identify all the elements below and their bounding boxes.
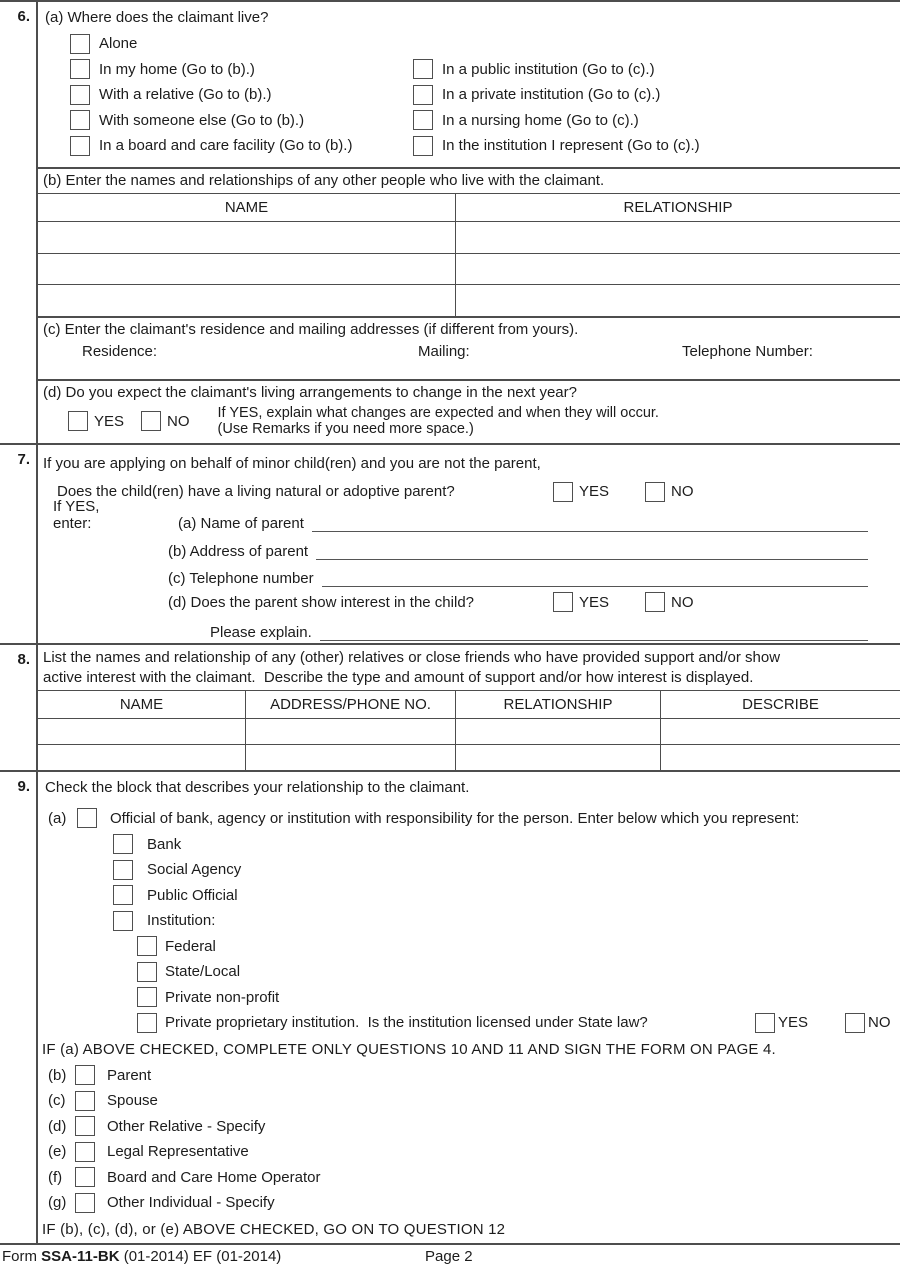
question-6a — [38, 2, 900, 167]
option-private-proprietary — [38, 1010, 900, 1036]
option-prefix: (b) — [48, 1066, 67, 1084]
name-cell[interactable] — [38, 745, 245, 770]
option-prefix: (e) — [48, 1143, 67, 1161]
column-header-relationship: RELATIONSHIP — [455, 691, 660, 718]
option-9a-official — [38, 805, 900, 832]
relationship-cell[interactable] — [455, 222, 900, 253]
option-legal-representative — [38, 1139, 900, 1165]
option-label: In a public institution (Go to (c).) — [442, 60, 655, 78]
option-label: Institution: — [147, 912, 216, 930]
option-prefix: (d) — [48, 1117, 67, 1135]
option-label: In a nursing home (Go to (c).) — [442, 111, 639, 129]
checkbox-private-nonprofit[interactable] — [137, 987, 157, 1007]
option-label: Parent — [107, 1066, 152, 1084]
address-phone-cell[interactable] — [245, 719, 455, 744]
option-other-individual — [38, 1190, 900, 1216]
option-label: Official of bank, agency or institution with responsibility for the person. Enter below which you represent: — [110, 809, 800, 827]
name-cell[interactable] — [38, 254, 455, 285]
checkbox-with-relative[interactable] — [70, 85, 90, 105]
relationship-cell[interactable] — [455, 285, 900, 316]
intro-line-1: List the names and relationship of any (other) relatives or close friends who have provided support and/or show — [43, 648, 781, 666]
table-row — [38, 253, 900, 285]
explain-field[interactable] — [320, 638, 868, 641]
checkbox-spouse[interactable] — [75, 1091, 95, 1111]
checkbox-public-official[interactable] — [113, 885, 133, 905]
question-6c — [38, 316, 900, 379]
checkbox-alone[interactable] — [70, 34, 90, 54]
option-prefix: (a) — [48, 809, 67, 827]
no-option — [645, 592, 694, 612]
checkbox-public-institution[interactable] — [413, 59, 433, 79]
yes-option — [553, 592, 609, 612]
option-label: Alone — [99, 35, 138, 53]
option-label: In a private institution (Go to (c).) — [442, 86, 661, 104]
option-label: Federal — [165, 937, 216, 955]
yes-option — [553, 482, 609, 502]
option-public-official — [38, 883, 900, 909]
explain-label: Please explain. — [210, 623, 312, 641]
no-label: NO — [167, 412, 190, 430]
checkbox-in-my-home[interactable] — [70, 59, 90, 79]
question-9-intro: Check the block that describes your relationship to the claimant. — [45, 778, 470, 796]
checkbox-7-yes[interactable] — [553, 482, 573, 502]
parent-interest-label: (d) Does the parent show interest in the child? — [168, 593, 474, 611]
option-other-relative — [38, 1114, 900, 1140]
name-cell[interactable] — [38, 285, 455, 316]
checkbox-with-someone-else[interactable] — [70, 110, 90, 130]
no-option — [845, 1013, 891, 1033]
question-9 — [0, 770, 900, 1243]
checkbox-institution-represent[interactable] — [413, 136, 433, 156]
option-institution — [38, 908, 900, 934]
relationship-cell[interactable] — [455, 254, 900, 285]
parent-address-row — [38, 534, 900, 562]
note-line-2: (Use Remarks if you need more space.) — [217, 421, 474, 437]
checkbox-7-no[interactable] — [645, 482, 665, 502]
question-8-number: 8. — [0, 645, 38, 770]
option-public-institution — [413, 57, 900, 83]
question-8 — [0, 643, 900, 770]
option-board-care-facility — [70, 133, 413, 159]
question-6b-title: (b) Enter the names and relationships of any other people who live with the claimant. — [43, 172, 605, 189]
checkbox-other-relative[interactable] — [75, 1116, 95, 1136]
6d-note — [218, 405, 659, 438]
checkbox-6d-no[interactable] — [141, 411, 161, 431]
yes-label: YES — [94, 412, 125, 430]
option-alone — [70, 31, 413, 57]
residence-label: Residence: — [82, 342, 158, 360]
table-row — [38, 718, 900, 744]
checkbox-parent[interactable] — [75, 1065, 95, 1085]
checkbox-6d-yes[interactable] — [68, 411, 88, 431]
form-number: SSA-11-BK — [41, 1247, 120, 1265]
describe-cell[interactable] — [660, 719, 900, 744]
option-label: In a board and care facility (Go to (b).) — [99, 137, 353, 155]
column-header-name: NAME — [119, 695, 164, 713]
option-label: Private non-profit — [165, 988, 280, 1006]
checkbox-bank[interactable] — [113, 834, 133, 854]
table-row — [38, 744, 900, 770]
checkbox-private-institution[interactable] — [413, 85, 433, 105]
no-label: NO — [671, 593, 694, 611]
option-prefix: (f) — [48, 1168, 63, 1186]
checkbox-social-agency[interactable] — [113, 860, 133, 880]
intro-line-2: active interest with the claimant. Describe the type and amount of support and/or how interest is displayed. — [43, 668, 754, 686]
checkbox-private-proprietary[interactable] — [137, 1013, 157, 1033]
question-8-intro — [38, 645, 900, 690]
checkbox-legal-representative[interactable] — [75, 1142, 95, 1162]
form-identifier — [2, 1248, 281, 1265]
checkbox-7d-no[interactable] — [645, 592, 665, 612]
checkbox-board-care-operator[interactable] — [75, 1167, 95, 1187]
option-board-care-operator — [38, 1165, 900, 1191]
question-7-intro: If you are applying on behalf of minor child(ren) and you are not the parent, — [43, 454, 541, 472]
option-social-agency — [38, 857, 900, 883]
name-cell[interactable] — [38, 719, 245, 744]
form-suffix: (01-2014) EF (01-2014) — [119, 1247, 282, 1265]
checkbox-state-local[interactable] — [137, 962, 157, 982]
option-label: Other Individual - Specify — [107, 1194, 275, 1212]
option-label: With someone else (Go to (b).) — [99, 111, 305, 129]
household-table — [38, 193, 900, 316]
option-parent — [38, 1063, 900, 1089]
checkbox-9a-official[interactable] — [77, 808, 97, 828]
question-6-number: 6. — [0, 2, 38, 443]
parent-phone-label: (c) Telephone number — [168, 570, 314, 587]
question-7 — [0, 443, 900, 643]
yes-option — [755, 1013, 808, 1033]
telephone-label: Telephone Number: — [682, 342, 813, 360]
parent-address-label: (b) Address of parent — [168, 542, 309, 560]
column-header-address-phone: ADDRESS/PHONE NO. — [245, 691, 455, 718]
page-number: Page 2 — [425, 1247, 473, 1265]
yes-label: YES — [579, 593, 610, 611]
yes-label: YES — [778, 1014, 809, 1032]
supporters-table — [38, 690, 900, 770]
no-option — [645, 482, 694, 502]
address-phone-cell[interactable] — [245, 745, 455, 770]
option-in-my-home — [70, 57, 413, 83]
option-federal — [38, 934, 900, 960]
yes-label: YES — [579, 483, 610, 500]
question-7-parent-question — [38, 477, 900, 507]
checkbox-7d-yes[interactable] — [553, 592, 573, 612]
checkbox-institution[interactable] — [113, 911, 133, 931]
table-header-row — [38, 193, 900, 221]
no-label: NO — [868, 1014, 891, 1032]
option-private-institution — [413, 82, 900, 108]
option-label: Public Official — [147, 886, 238, 904]
option-label: Spouse — [107, 1092, 158, 1110]
parent-address-field[interactable] — [316, 557, 868, 560]
question-6 — [0, 2, 900, 443]
column-header-name: NAME — [224, 199, 269, 216]
checkbox-federal[interactable] — [137, 936, 157, 956]
question-9-number: 9. — [0, 772, 38, 1243]
column-header-relationship: RELATIONSHIP — [455, 194, 900, 221]
question-text: Does the child(ren) have a living natural or adoptive parent? — [57, 483, 455, 500]
option-with-relative — [70, 82, 413, 108]
if-yes-label: If YES, enter: — [53, 498, 100, 532]
checkbox-nursing-home[interactable] — [413, 110, 433, 130]
option-with-someone-else — [70, 108, 413, 134]
checkbox-state-law-no[interactable] — [845, 1013, 865, 1033]
option-label: Other Relative - Specify — [107, 1117, 266, 1135]
no-label: NO — [671, 483, 694, 500]
option-private-nonprofit — [38, 985, 900, 1011]
table-row — [38, 221, 900, 253]
parent-name-field[interactable] — [312, 529, 868, 532]
option-label: Social Agency — [147, 861, 242, 879]
option-label: Bank — [147, 835, 182, 853]
mailing-label: Mailing: — [418, 342, 470, 360]
question-6a-title: (a) Where does the claimant live? — [45, 9, 269, 26]
option-nursing-home — [413, 108, 900, 134]
parent-phone-row — [38, 562, 900, 590]
explain-row — [38, 615, 900, 643]
option-label: Private proprietary institution. Is the institution licensed under State law? — [165, 1014, 648, 1032]
relationship-cell[interactable] — [455, 719, 660, 744]
table-header-row — [38, 690, 900, 718]
option-label: Legal Representative — [107, 1143, 249, 1161]
table-row — [38, 284, 900, 316]
form-prefix: Form — [2, 1247, 42, 1265]
checkbox-state-law-yes[interactable] — [755, 1013, 775, 1033]
option-bank — [38, 832, 900, 858]
option-state-local — [38, 959, 900, 985]
question-7-number: 7. — [0, 445, 38, 643]
option-spouse — [38, 1088, 900, 1114]
option-label: In my home (Go to (b).) — [99, 60, 255, 78]
parent-name-label: (a) Name of parent — [178, 515, 304, 532]
option-label: State/Local — [165, 963, 241, 981]
parent-phone-field[interactable] — [322, 584, 868, 587]
if-a-checked-note: IF (a) ABOVE CHECKED, COMPLETE ONLY QUESTIONS 10 AND 11 AND SIGN THE FORM ON PAGE 4. — [42, 1040, 776, 1058]
question-6d — [38, 379, 900, 443]
note-line-1: If YES, explain what changes are expected and when they will occur. — [217, 404, 659, 421]
option-prefix: (c) — [48, 1092, 66, 1110]
relationship-cell[interactable] — [455, 745, 660, 770]
no-option — [141, 411, 190, 431]
option-label: In the institution I represent (Go to (c).) — [442, 137, 700, 155]
option-prefix: (g) — [48, 1194, 67, 1212]
yes-option — [68, 411, 124, 431]
if-bcde-checked-note: IF (b), (c), (d), or (e) ABOVE CHECKED, GO ON TO QUESTION 12 — [42, 1220, 506, 1238]
name-cell[interactable] — [38, 222, 455, 253]
option-label: With a relative (Go to (b).) — [99, 86, 272, 104]
question-6b — [38, 167, 900, 316]
checkbox-board-care-facility[interactable] — [70, 136, 90, 156]
parent-interest-row — [38, 589, 900, 615]
question-6c-title: (c) Enter the claimant's residence and mailing addresses (if different from yours). — [43, 320, 579, 338]
parent-name-row — [38, 498, 900, 535]
option-label: Board and Care Home Operator — [107, 1168, 321, 1186]
page-footer — [0, 1243, 900, 1267]
question-6d-title: (d) Do you expect the claimant's living arrangements to change in the next year? — [43, 383, 577, 401]
checkbox-other-individual[interactable] — [75, 1193, 95, 1213]
describe-cell[interactable] — [660, 745, 900, 770]
option-institution-represent — [413, 133, 900, 159]
column-header-describe: DESCRIBE — [660, 691, 900, 718]
